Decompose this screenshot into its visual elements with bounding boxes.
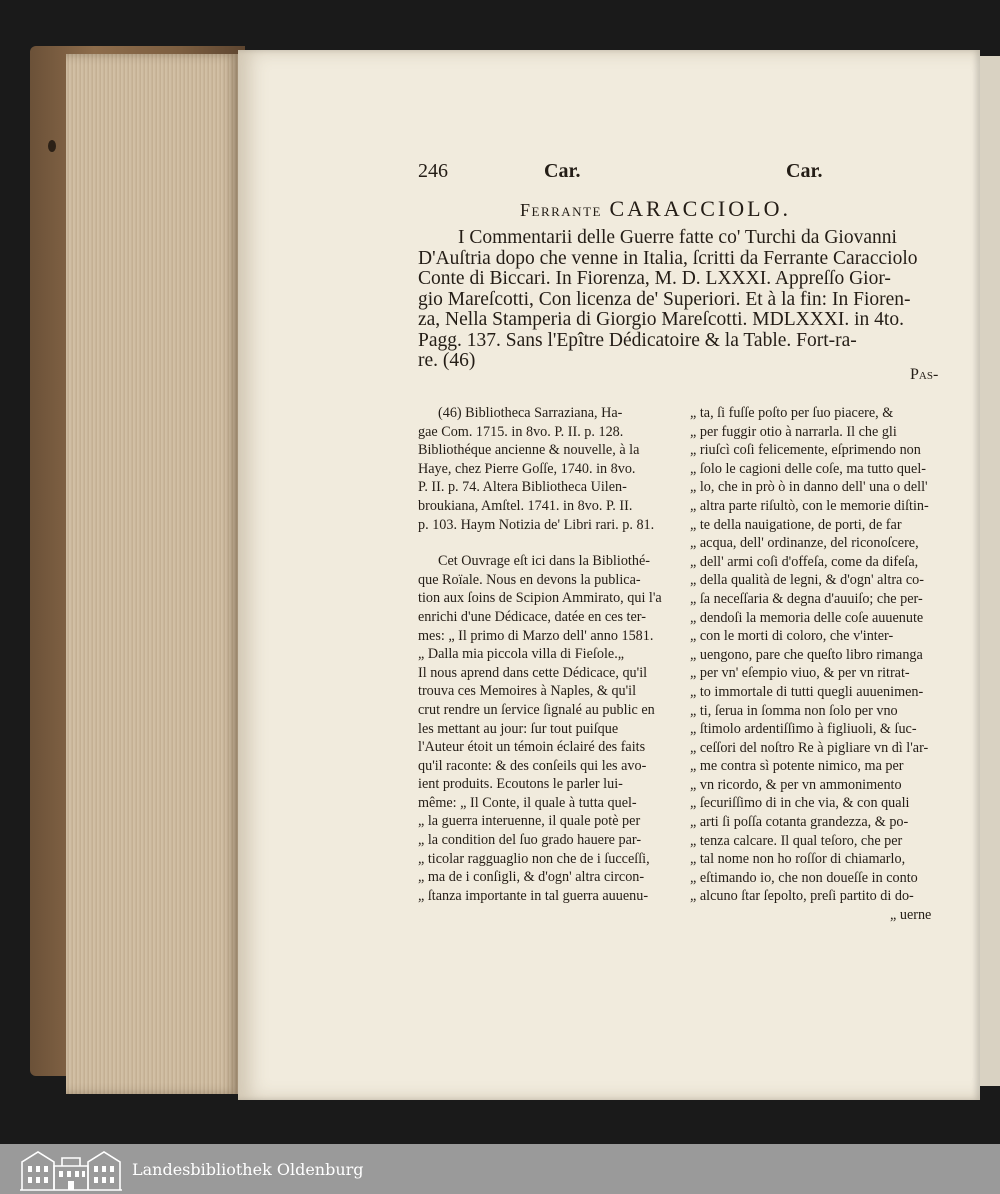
text-line: crut rendre un ſervice ſignalé au public en (418, 701, 655, 718)
text-line: trouva ces Memoires à Naples, & qu'il (418, 683, 637, 700)
title-first-name: Ferrante (520, 200, 602, 220)
page-number: 246 (418, 160, 448, 182)
institution-name: Landesbibliothek Oldenburg (132, 1159, 364, 1179)
text-line: même: „ Il Conte, il quale à tutta quel- (418, 794, 637, 811)
text-line: Il nous aprend dans cette Dédicace, qu'il (418, 664, 648, 681)
text-line: „ tenza calcare. Il qual teſoro, che per (690, 832, 903, 849)
footnote-line: P. II. p. 74. Altera Bibliotheca Uilen- (418, 479, 627, 496)
text-line: „ ta, ſi fuſſe poſto per ſuo piacere, & (690, 405, 894, 421)
footnote-line: Haye, chez Pierre Goſſe, 1740. in 8vo. (418, 460, 636, 477)
entry-line: gio Mareſcotti, Con licenza de' Superiori. Et à la fin: In Fioren- (418, 288, 911, 310)
library-building-icon (18, 1146, 124, 1192)
text-line: „ la condition del ſuo grado hauere par- (418, 832, 642, 849)
text-line: „ ceſſori del noſtro Re à pigliare vn dì l'ar- (690, 739, 929, 756)
title-surname: CARACCIOLO. (609, 196, 791, 221)
text-line: „ ticolar ragguaglio non che de i ſucceſſi, (418, 850, 650, 867)
text-line: „ me contra sì potente nimico, ma per (690, 758, 904, 775)
page-edges (66, 54, 240, 1094)
text-line: „ la guerra interuenne, il quale potè per (418, 813, 641, 830)
footnote-line: p. 103. Haym Notizia de' Libri rari. p. 81. (418, 516, 655, 533)
text-line: „ Dalla mia piccola villa di Fieſole.„ (418, 646, 625, 663)
cover-mark (48, 140, 56, 152)
left-column (418, 404, 680, 905)
text-line: „ ſecuriſſimo di in che via, & con quali (690, 795, 910, 812)
entry-line: Conte di Biccari. In Fiorenza, M. D. LXXXI. Appreſſo Gior- (418, 268, 891, 289)
text-line: qu'il raconte: & des conſeils qui les avo- (418, 757, 647, 774)
text-line: Cet Ouvrage eſt ici dans la Bibliothé- (438, 553, 650, 570)
text-line: „ dendoſi la memoria delle coſe auuenute (690, 609, 924, 626)
text-line: enrichi d'une Dédicace, datée en ces ter- (418, 608, 646, 625)
facing-page-edge (980, 56, 1000, 1086)
footnote-line: broukiana, Amſtel. 1741. in 8vo. P. II. (418, 497, 633, 514)
right-column-end: „ uerne (890, 907, 932, 924)
left-column-text (418, 552, 680, 905)
text-line: „ arti ſi poſſa cotanta grandezza, & po- (690, 814, 909, 831)
text-line: „ te della nauigatione, de porti, de far (690, 516, 902, 533)
text-line: „ riuſcì coſi felicemente, eſprimendo non (690, 442, 921, 459)
footnote-line: (46) Bibliotheca Sarraziana, Ha- (438, 405, 623, 421)
text-line: ient produits. Ecoutons le parler lui- (418, 776, 623, 793)
right-column (690, 404, 942, 925)
text-line: „ altra parte riſultò, con le memorie diſtin- (690, 497, 929, 514)
text-line: „ della qualità de legni, & d'ogn' altra co- (690, 572, 924, 589)
header-right: Car. (786, 160, 823, 182)
entry-description (418, 228, 948, 372)
entry-line: D'Auſtria dopo che venne in Italia, ſcritti da Ferrante Caracciolo (418, 247, 918, 269)
text-line: les mettant au jour: ſur tout puiſque (418, 720, 619, 737)
right-column-text (690, 404, 942, 906)
footnote (418, 404, 680, 534)
text-line: „ to immortale di tutti quegli auuenimen- (690, 683, 924, 700)
text-line: „ dell' armi coſi d'offeſa, come da difeſa, (690, 553, 919, 570)
text-line: „ lo, che in prò ò in danno dell' una o dell' (690, 479, 928, 496)
text-line: „ uengono, pare che queſto libro rimanga (690, 646, 923, 663)
text-line: l'Auteur étoit un témoin éclairé des faits (418, 739, 646, 756)
entry-line: Pagg. 137. Sans l'Epître Dédicatoire & la Table. Fort-ra- (418, 329, 857, 351)
footnote-line: gae Com. 1715. in 8vo. P. II. p. 128. (418, 423, 624, 440)
entry-line: I Commentarii delle Guerre fatte co' Turchi da Giovanni (458, 227, 897, 248)
text-line: „ tal nome non ho roſſor di chiamarlo, (690, 851, 906, 868)
footnote-line: Bibliothéque ancienne & nouvelle, à la (418, 442, 640, 459)
text-line: „ ma de i conſigli, & d'ogn' altra circon- (418, 869, 645, 886)
entry-line: re. (46) (418, 350, 476, 371)
text-line: „ per vn' eſempio viuo, & per vn ritrat- (690, 665, 910, 682)
text-line: que Roïale. Nous en devons la publica- (418, 571, 641, 588)
text-line: „ ſtimolo ardentiſſimo à figliuoli, & ſuc- (690, 721, 917, 738)
header-left: Car. (544, 160, 581, 182)
text-line: „ ti, ſerua in ſomma non ſolo per vno (690, 702, 898, 719)
text-line: „ ſtanza importante in tal guerra auuenu- (418, 887, 649, 904)
text-line: „ per fuggir otio à narrarla. Il che gli (690, 423, 897, 440)
text-line: „ ſa neceſſaria & degna d'auuiſo; che per- (690, 590, 923, 607)
text-line: „ alcuno ſtar ſepolto, preſi partito di do- (690, 888, 914, 905)
running-header (418, 160, 828, 190)
entry-line: za, Nella Stamperia di Giorgio Mareſcotti. MDLXXXI. in 4to. (418, 309, 904, 330)
text-line: mes: „ Il primo di Marzo dell' anno 1581. (418, 627, 654, 644)
text-line: „ acqua, dell' ordinanze, del riconoſcere, (690, 535, 919, 552)
text-line: tion aux ſoins de Scipion Ammirato, qui l'a (418, 590, 662, 607)
text-line: „ ſolo le cagioni delle coſe, ma tutto quel- (690, 460, 926, 477)
text-line: „ vn ricordo, & per vn ammonimento (690, 776, 902, 793)
catchword: Pas- (910, 366, 939, 383)
entry-title (520, 196, 791, 222)
text-line: „ eſtimando io, che non doueſſe in conto (690, 869, 918, 886)
text-line: „ con le morti di coloro, che v'inter- (690, 628, 894, 645)
footer-bar (0, 1144, 1000, 1194)
